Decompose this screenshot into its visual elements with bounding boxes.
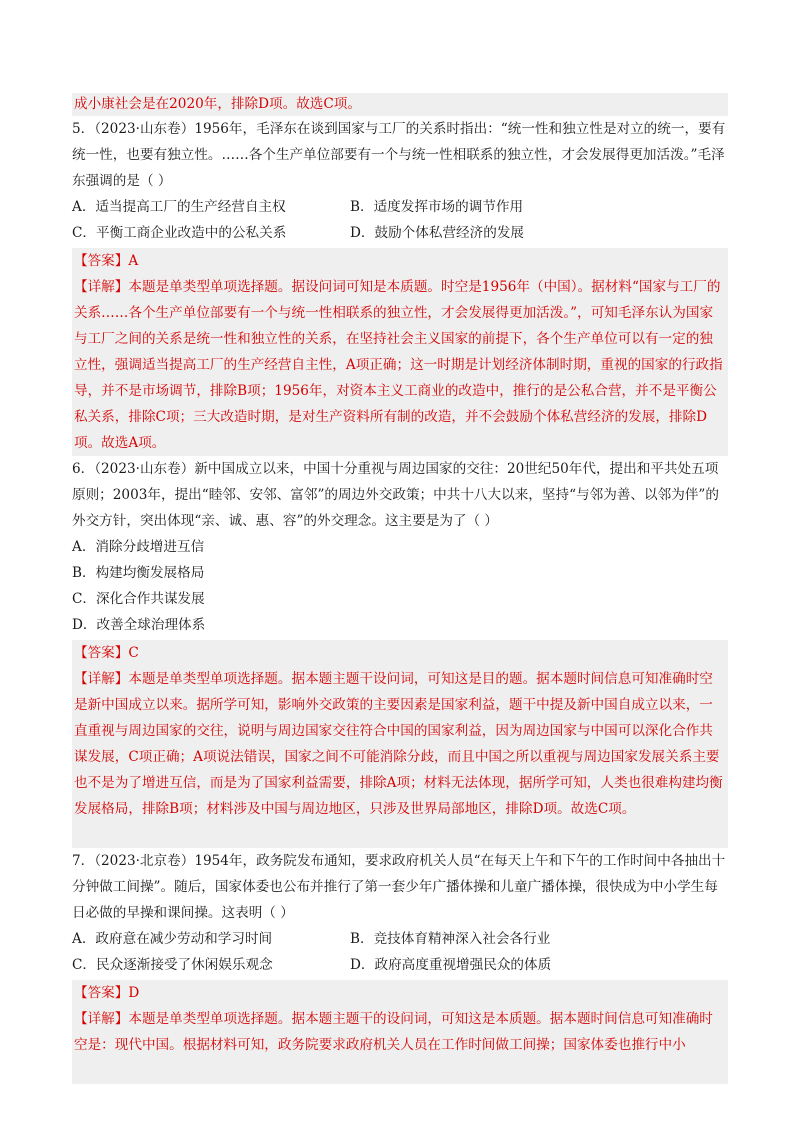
question-5-stem: 5．（2023·山东卷）1956年，毛泽东在谈到国家与工厂的关系时指出：“统一性和独立性是对立的统一，要有统一性，也要有独立性。……各个生产单位部要有一个与统一性相联系的独立性，才会发展得更加活泼。”毛泽东强调的是（ ） (72, 121, 726, 189)
question-7-explanation: 【详解】本题是单类型单项选择题。据本题主题干的设问词，可知这是本质题。据本题时间信息可知准确时空是：现代中国。根据材料可知，政务院要求政府机关人员在工作时间做工间操；国家体委也推行中小 (72, 1006, 728, 1084)
question-5-option-c: C．平衡工商企业改造中的公私关系 (72, 225, 287, 241)
question-5-explanation: 【详解】本题是单类型单项选择题。据设问词可知是本质题。时空是1956年（中国）。据材料“国家与工厂的关系……各个生产单位部要有一个与统一性相联系的独立性，才会发展得更加活泼。”，可知毛泽东认为国家与工厂之间的关系是统一性和独立性的关系，在坚持社会主义国家的前提下，各个生产单位可以有一定的独立性，强调适当提高工厂的生产经营自主性，A项正确；这一时期是计划经济体制时期，重视的国家的行政指导，并不是市场调节，排除B项；1956年，对资本主义工商业的改造中，推行的是公私合营，并不是平衡公私关系，排除C项；三大改造时期，是对生产资料所有制的改造，并不会鼓励个体私营经济的发展，排除D项。故选A项。 (72, 274, 728, 456)
question-7-option-c: C．民众逐渐接受了休闲娱乐观念 (72, 957, 273, 973)
question-6-answer: 【答案】C (72, 640, 728, 666)
question-6-option-c: C．深化合作共谋发展 (72, 591, 205, 607)
question-6-stem: 6．（2023·山东卷）新中国成立以来，中国十分重视与周边国家的交往：20世纪50年代，提出和平共处五项原则；2003年，提出“睦邻、安邻、富邻”的周边外交政策；中共十八大以来，坚持“与邻为善、以邻为伴”的外交方针，突出体现“亲、诚、惠、容”的外交理念。这主要是为了（ ） (72, 461, 719, 529)
question-6-option-d: D．改善全球治理体系 (72, 617, 206, 633)
question-6-explanation: 【详解】本题是单类型单项选择题。据本题主题干设问词，可知这是目的题。据本题时间信息可知准确时空是新中国成立以来。据所学可知，影响外交政策的主要因素是国家利益，题干中提及新中国自成立以来，一直重视与周边国家的交往，说明与周边国家交往符合中国的国家利益，因为周边国家与中国可以深化合作共谋发展，C项正确；A项说法错误，国家之间不可能消除分歧，而且中国之所以重视与周边国家发展关系主要也不是为了增进互信，而是为了国家利益需要，排除A项；材料无法体现，据所学可知，人类也很难构建均衡发展格局，排除B项；材料涉及中国与周边地区，只涉及世界局部地区，排除D项。故选C项。 (72, 666, 728, 848)
question-5-options-row-2 (72, 220, 728, 246)
question-5-options-row-1 (72, 194, 728, 220)
question-7-option-d: D．政府高度重视增强民众的体质 (350, 957, 552, 973)
document-page (72, 93, 728, 1084)
question-5-option-b: B．适度发挥市场的调节作用 (350, 199, 524, 215)
question-7-option-b: B．竞技体育精神深入社会各行业 (350, 931, 551, 947)
previous-explanation-tail: 成小康社会是在2020年，排除D项。故选C项。 (72, 93, 728, 116)
question-7-stem: 7．（2023·北京卷）1954年，政务院发布通知，要求政府机关人员“在每天上午和下午的工作时间中各抽出十分钟做工间操”。随后，国家体委也公布并推行了第一套少年广播体操和儿童广播体操，很快成为中小学生每日必做的早操和课间操。这表明（ ） (72, 853, 726, 921)
question-7-answer: 【答案】D (72, 980, 728, 1006)
question-7-option-a: A．政府意在减少劳动和学习时间 (72, 931, 273, 947)
question-5-answer: 【答案】A (72, 248, 728, 274)
question-6-option-a: A．消除分歧增进互信 (72, 539, 205, 555)
question-5-option-d: D．鼓励个体私营经济的发展 (350, 225, 525, 241)
question-5-option-a: A．适当提高工厂的生产经营自主权 (72, 199, 286, 215)
question-6-option-b: B．构建均衡发展格局 (72, 565, 205, 581)
question-7-options-row-2 (72, 952, 728, 978)
question-7-options-row-1 (72, 926, 728, 952)
